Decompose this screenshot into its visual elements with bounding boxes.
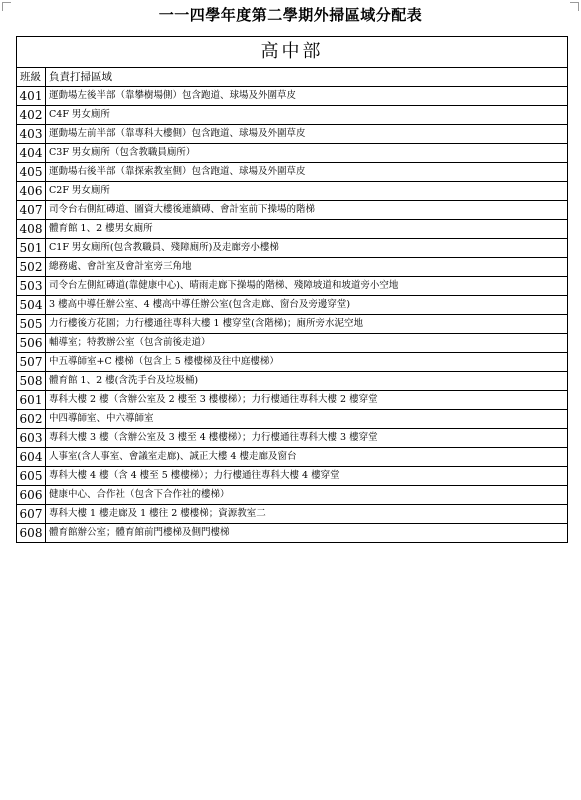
class-number-cell: 402 — [17, 106, 46, 125]
cleaning-area-cell: 運動場右後半部（靠探索教室側）包含跑道、球場及外圍草皮 — [46, 163, 568, 182]
cleaning-area-cell: 健康中心、合作社（包含下合作社的樓梯） — [46, 486, 568, 505]
table-row — [17, 410, 568, 429]
cleaning-area-cell: 專科大樓 2 樓（含辦公室及 2 樓至 3 樓樓梯）；力行樓通往專科大樓 2 樓穿堂 — [46, 391, 568, 410]
document-title: 一一四學年度第二學期外掃區域分配表 — [158, 6, 423, 24]
class-number-cell: 506 — [17, 334, 46, 353]
class-number-cell: 401 — [17, 87, 46, 106]
class-number-cell: 503 — [17, 277, 46, 296]
class-number-cell: 602 — [17, 410, 46, 429]
table-row — [17, 106, 568, 125]
cleaning-allocation-table — [16, 36, 568, 543]
area-column-header: 負責打掃區域 — [46, 68, 568, 87]
table-row — [17, 524, 568, 543]
table-row — [17, 429, 568, 448]
table-row — [17, 144, 568, 163]
section-title: 高中部 — [17, 37, 568, 68]
table-row — [17, 353, 568, 372]
class-column-header: 班級 — [17, 68, 46, 87]
cleaning-area-cell: C3F 男女廁所（包含教職員廁所） — [46, 144, 568, 163]
cleaning-area-cell: C2F 男女廁所 — [46, 182, 568, 201]
class-number-cell: 507 — [17, 353, 46, 372]
cleaning-area-cell: C4F 男女廁所 — [46, 106, 568, 125]
class-number-cell: 407 — [17, 201, 46, 220]
table-row — [17, 201, 568, 220]
cleaning-area-cell: 中四導師室、中六導師室 — [46, 410, 568, 429]
class-number-cell: 502 — [17, 258, 46, 277]
class-number-cell: 408 — [17, 220, 46, 239]
class-number-cell: 608 — [17, 524, 46, 543]
cleaning-area-cell: 輔導室；特教辦公室（包含前後走道） — [46, 334, 568, 353]
table-row — [17, 334, 568, 353]
table-row — [17, 125, 568, 144]
class-number-cell: 501 — [17, 239, 46, 258]
cleaning-area-cell: 中五導師室+C 樓梯（包含上 5 樓樓梯及往中庭樓梯） — [46, 353, 568, 372]
cleaning-area-cell: 專科大樓 4 樓（含 4 樓至 5 樓樓梯）；力行樓通往專科大樓 4 樓穿堂 — [46, 467, 568, 486]
table-row — [17, 296, 568, 315]
cleaning-area-cell: 3 樓高中導任辦公室、4 樓高中導任辦公室(包含走廊、窗台及旁邊穿堂) — [46, 296, 568, 315]
table-row — [17, 391, 568, 410]
cleaning-area-cell: 專科大樓 3 樓（含辦公室及 3 樓至 4 樓樓梯）；力行樓通往專科大樓 3 樓穿堂 — [46, 429, 568, 448]
cleaning-area-cell: 司令台右側紅磚道、圖資大樓後連續磚、會計室前下操場的階梯 — [46, 201, 568, 220]
table-row — [17, 277, 568, 296]
cleaning-area-cell: 運動場左後半部（靠攀樹場側）包含跑道、球場及外圍草皮 — [46, 87, 568, 106]
class-number-cell: 601 — [17, 391, 46, 410]
table-row — [17, 467, 568, 486]
table-row — [17, 372, 568, 391]
cleaning-area-cell: C1F 男女廁所(包含教職員、殘障廁所)及走廊旁小樓梯 — [46, 239, 568, 258]
class-number-cell: 405 — [17, 163, 46, 182]
cleaning-area-cell: 力行樓後方花園；力行樓通往專科大樓 1 樓穿堂(含階梯)；廁所旁水泥空地 — [46, 315, 568, 334]
header-row — [17, 68, 568, 87]
cleaning-area-cell: 專科大樓 1 樓走廊及 1 樓往 2 樓樓梯；資源教室二 — [46, 505, 568, 524]
table-row — [17, 87, 568, 106]
cleaning-area-cell: 人事室(含人事室、會議室走廊)、誠正大樓 4 樓走廊及窗台 — [46, 448, 568, 467]
class-number-cell: 606 — [17, 486, 46, 505]
table-row — [17, 486, 568, 505]
table-row — [17, 258, 568, 277]
cleaning-area-cell: 體育館 1、2 樓(含洗手台及垃圾桶) — [46, 372, 568, 391]
class-number-cell: 508 — [17, 372, 46, 391]
class-number-cell: 605 — [17, 467, 46, 486]
cleaning-area-cell: 總務處、會計室及會計室旁三角地 — [46, 258, 568, 277]
section-row — [17, 37, 568, 68]
class-number-cell: 404 — [17, 144, 46, 163]
table-row — [17, 315, 568, 334]
cleaning-area-cell: 運動場左前半部（靠專科大樓側）包含跑道、球場及外圍草皮 — [46, 125, 568, 144]
class-number-cell: 406 — [17, 182, 46, 201]
class-number-cell: 504 — [17, 296, 46, 315]
table-row — [17, 505, 568, 524]
class-number-cell: 607 — [17, 505, 46, 524]
table-row — [17, 220, 568, 239]
cleaning-area-cell: 體育館 1、2 樓男女廁所 — [46, 220, 568, 239]
table-row — [17, 239, 568, 258]
table-row — [17, 182, 568, 201]
class-number-cell: 603 — [17, 429, 46, 448]
class-number-cell: 505 — [17, 315, 46, 334]
cleaning-area-cell: 體育館辦公室；體育館前門樓梯及側門樓梯 — [46, 524, 568, 543]
table-row — [17, 163, 568, 182]
cleaning-area-cell: 司令台左側紅磚道(靠健康中心)、晴雨走廊下操場的階梯、殘障坡道和坡道旁小空地 — [46, 277, 568, 296]
table-row — [17, 448, 568, 467]
class-number-cell: 604 — [17, 448, 46, 467]
class-number-cell: 403 — [17, 125, 46, 144]
